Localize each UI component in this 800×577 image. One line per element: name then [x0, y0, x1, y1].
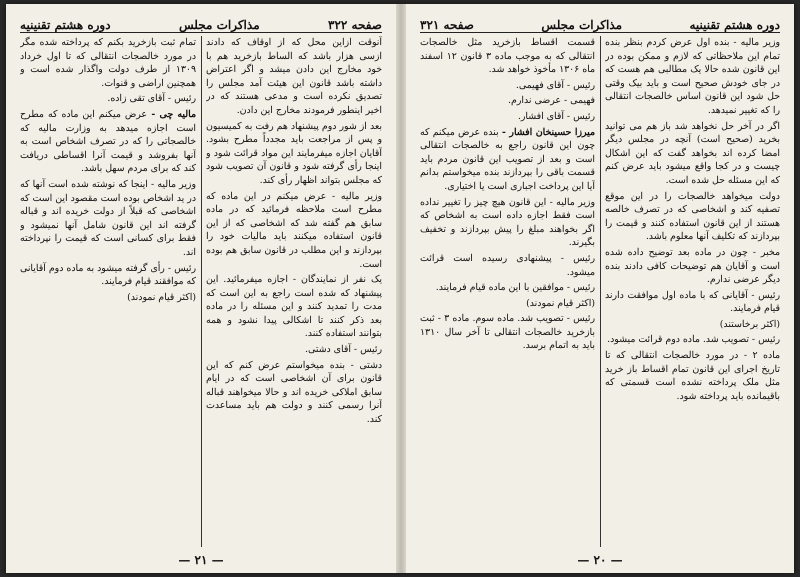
paragraph-text: رئیس - رأی گرفته میشود به ماده دوم آقایانی که موافقند قیام فرمایند.: [20, 262, 196, 288]
paragraph-text: (اکثر برخاستند): [719, 318, 780, 330]
transcript-paragraph: [20, 262, 196, 289]
transcript-paragraph: [420, 281, 595, 295]
paragraph-text: دشتی - بنده میخواستم عرض کنم که این قانون برای آن اشخاصی است که در ایام سابق املاکی خریده اند و حالا میخواهند قباله آنرا رسمی کنند و دولت هم باید مساعدت کند.: [206, 359, 382, 426]
right-header-left: صفحه ۳۲۱: [420, 18, 474, 32]
paragraph-text: (اکثر قیام نمودند): [127, 291, 196, 303]
transcript-paragraph: [20, 92, 196, 106]
paragraph-text: رئیس - آقای دشتی.: [305, 344, 382, 356]
transcript-paragraph: [420, 252, 595, 279]
transcript-paragraph: [605, 289, 780, 316]
right-header-center: مذاکرات مجلس: [541, 18, 623, 32]
right-header-right: دوره هشتم تقنینیه: [689, 18, 780, 32]
left-page: [6, 4, 396, 573]
transcript-paragraph: [20, 291, 196, 305]
left-header-left: دوره هشتم تقنینیه: [20, 18, 111, 32]
paragraph-text: وزیر مالیه - عرض میکنم در این ماده که مطرح است ملاحظه فرمائید که در ماده سابق هم گفته شد که اشخاصی که از این قانون استفاده میکنند باید مالیات خود را بپردازند و این مطلب در قانون سابق هم بوده است.: [206, 190, 382, 270]
transcript-paragraph: [20, 108, 196, 176]
column-rule: [201, 36, 202, 547]
transcript-paragraph: [206, 273, 382, 341]
paragraph-text: وزیر مالیه - بنده اول عرض کردم بنظر بنده تمام این ملاحظاتی که لازم و ممکن بوده در این قانون شده حالا یک مطالبی هم هست که در جای خودش صحیح است و باید بیک وقتی حل شود این قانون اساس خالصجات انتقالی را که تغییر نمیدهد.: [605, 37, 780, 116]
speaker-name: میرزا حسینخان افشار -: [498, 126, 595, 138]
paragraph-text: فهیمی - عرضی ندارم.: [508, 95, 595, 107]
paragraph-text: وزیر مالیه - اینجا که نوشته شده است آنها که در ید اشخاص بوده است مقصود این است که اشخاصی که قبلاً از دولت خریده اند و قباله گرفته اند این قانون شامل آنها نمیشود و فقط برای کسانی است که قیمت را نپرداخته اند.: [20, 178, 196, 258]
transcript-paragraph: [605, 318, 780, 332]
right-page-col-right: [605, 36, 780, 547]
transcript-paragraph: [420, 126, 595, 194]
speaker-name: مالیه چی -: [147, 108, 196, 120]
left-page-col-left: [20, 36, 196, 547]
transcript-paragraph: [420, 79, 595, 93]
left-page-header: [20, 10, 382, 33]
paragraph-text: رئیس - آقای فهیمی.: [515, 79, 595, 91]
transcript-paragraph: [420, 94, 595, 108]
transcript-paragraph: [605, 246, 780, 287]
paragraph-text: رئیس - آقای تقی زاده.: [107, 93, 196, 105]
book-gutter: [396, 4, 406, 573]
right-page-col-left: [420, 36, 595, 547]
paragraph-text: آنوقت ازاین محل که از اوقاف که دادند ازسی هزار باشد که الساط بازخرید هم با خود مخارج این دادن میشد و اگر اعتراض داشته باشد قانون این هیئت آمد مجلس را تصدیق نکرده است و مدعی هستند که در اخیر اینطور فرمودند مخارج این دادن.: [206, 37, 382, 116]
transcript-paragraph: [605, 349, 780, 403]
right-page: [406, 4, 794, 573]
transcript-paragraph: [20, 178, 196, 260]
paragraph-text: رئیس - آقایانی که با ماده اول موافقت دارند قیام فرمایند.: [605, 289, 780, 315]
paragraph-text: رئیس - آقای افشار.: [517, 110, 595, 122]
paragraph-text: (اکثر قیام نمودند): [526, 297, 595, 309]
transcript-paragraph: [206, 343, 382, 357]
transcript-paragraph: [206, 120, 382, 188]
paragraph-text: اگر در آخر حل نخواهد شد باز هم می توانید بخرید (صحیح است) آنچه در مجلس دیگر امضا کرده اند بخواهد گفت که این اشکال چیست و در کجا واقع میشود باید عرض کنم که این مسئله حل شده است.: [605, 120, 780, 186]
paragraph-text: رئیس - موافقین با این ماده قیام فرمایند.: [435, 282, 595, 294]
paragraph-text: ماده ۲ - در مورد خالصجات انتقالی که تا تاریخ اجرای این قانون تمام اقساط باز خرید مثل ملک پرداخته نشده است قسمتی که باقیمانده باید پرداخته شود.: [605, 350, 780, 402]
column-rule: [600, 36, 601, 547]
paragraph-text: رئیس - تصویب شد. ماده سوم. ماده ۳ - ثبت بازخرید خالصجات انتقالی تا آخر سال ۱۳۱۰ باید به اتمام برسد.: [420, 313, 595, 352]
paragraph-text: مخبر - چون در ماده بعد توضیح داده شده است و آقایان هم توضیحات کافی دادند بنده دیگر عرضی ندارم.: [605, 246, 780, 286]
paragraph-text: بعد از شور دوم پیشنهاد هم رفت به کمیسیون و پس از مراجعت باید مجدداً مطرح بشود. آقایان اجازه میفرمایند این مواد قرائت شود و اینجا رأی گرفته شود و قانون آن تصویب شود که مجلس بتواند اظهار رأی کند.: [206, 120, 382, 186]
transcript-paragraph: [420, 110, 595, 124]
transcript-paragraph: [605, 120, 780, 188]
left-header-center: مذاکرات مجلس: [178, 18, 260, 32]
left-header-right: صفحه ۳۲۲: [328, 18, 382, 32]
paragraph-text: قسمت اقساط بازخرید مثل خالصجات انتقالی که به موجب ماده ۳ قانون ۱۲ اسفند ماه ۱۳۰۶ مأخوذ خواهد شد.: [420, 37, 595, 76]
transcript-paragraph: [605, 36, 780, 118]
paragraph-text: بنده عرض میکنم که چون این قانون راجع به خالصجات انتقالی است و بعد از تصویب این قانون مردم باید قسمت باقی را بپردازند بنده میخواستم بدانم آیا این پرداخت اجباری است یا اختیاری.: [420, 126, 595, 192]
transcript-paragraph: [206, 359, 382, 427]
transcript-paragraph: [206, 190, 382, 272]
transcript-paragraph: [420, 36, 595, 77]
paragraph-text: دولت میخواهد خالصجات را در این موقع تصفیه کند و اشخاصی که در تصرف خالصه هستند از این قانون استفاده کنند و قیمت را بپردازند که تکلیف آنها معلوم باشد.: [605, 190, 780, 243]
paragraph-text: یک نفر از نمایندگان - اجازه میفرمائید. این پیشنهاد که شده است راجع به این است که مدت را تمدید کنند و این مسئله را در ماده بعد ذکر کنند تا اشکالی پیدا نشود و همه بتوانند استفاده کنند.: [206, 274, 382, 340]
left-page-col-right: [206, 36, 382, 547]
book-spread: [6, 4, 794, 573]
paragraph-text: تمام ثبت بازخرید بکنم که پرداخته شده مگر در مورد خالصجات انتقالی که تا اول خرداد ۱۳۰۹ از طرف دولت واگذار شده است و همچنین اراضی و قنوات.: [20, 37, 196, 89]
right-page-number: — ۲۰ —: [577, 553, 623, 567]
transcript-paragraph: [20, 36, 196, 90]
paragraph-text: رئیس - تصویب شد. ماده دوم قرائت میشود.: [607, 334, 780, 346]
transcript-paragraph: [420, 196, 595, 250]
transcript-paragraph: [206, 36, 382, 118]
transcript-paragraph: [420, 297, 595, 311]
left-page-number: — ۲۱ —: [178, 553, 224, 567]
transcript-paragraph: [605, 333, 780, 347]
right-page-header: [420, 10, 780, 33]
transcript-paragraph: [605, 190, 780, 244]
paragraph-text: عرض میکنم این ماده که مطرح است اجازه میدهد به وزارت مالیه که خالصجاتی را که در تصرف اشخاص است به آنها بفروشد و قیمت آنرا اقساطی دریافت کند که برای مردم سهل باشد.: [20, 108, 196, 175]
paragraph-text: وزیر مالیه - این قانون هیچ چیز را تغییر نداده است فقط اجازه داده است به اشخاص که اگر بخواهند مبلغ را پیش بپردازند و تخفیف بگیرند.: [420, 196, 595, 249]
transcript-paragraph: [420, 312, 595, 353]
paragraph-text: رئیس - پیشنهادی رسیده است قرائت میشود.: [420, 252, 595, 278]
